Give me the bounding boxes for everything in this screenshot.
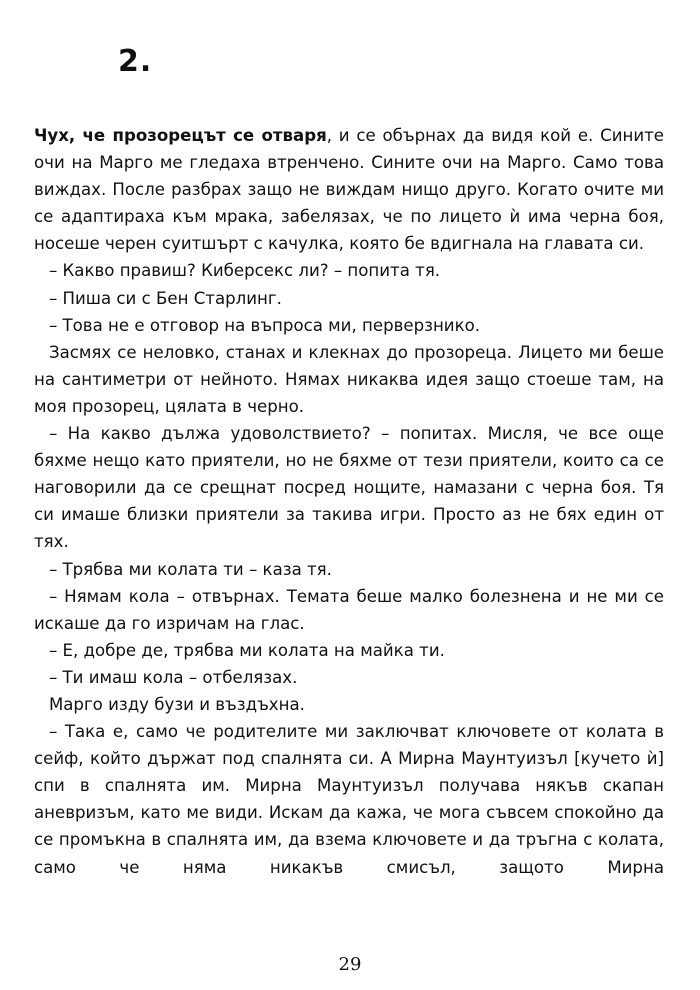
paragraph: – На какво дължа удоволствието? – попитах. Мисля, че все още бяхме нещо като приятели, но не бяхме от тези приятели, които са се наговорили да се срещнат посред нощите, намазани с черна боя. Тя си имаше близки приятели за такива игри. Просто аз не бях един от тях. [34, 424, 664, 552]
paragraph: – Трябва ми колата ти – каза тя. [48, 559, 332, 579]
paragraph: – Пиша си с Бен Старлинг. [48, 288, 282, 308]
paragraph: – Е, добре де, трябва ми колата на майка ти. [48, 640, 445, 660]
paragraph-lead: Чух, че прозорецът се отваря [34, 126, 327, 145]
paragraph: – Какво правиш? Киберсекс ли? – попита тя. [48, 261, 441, 281]
paragraph [34, 122, 664, 257]
page-number: 29 [338, 954, 362, 975]
paragraph: – Нямам кола – отвърнах. Темата беше малко болезнена и не ми се искаше да го изричам на глас. [34, 586, 664, 633]
chapter-number: 2. [118, 44, 153, 79]
paragraph: Засмях се неловко, станах и клекнах до прозореца. Лицето ми беше на сантиметри от нейното. Нямах никаква идея защо стоеше там, на моя прозорец, цялата в черно. [34, 342, 664, 416]
paragraph-text: , и се обърнах да видя кой е. Сините очи на Марго ме гледаха втренчено. Сините очи на Марго. Само това виждах. После разбрах защо не виждам нищо друго. Когато очите ми се адаптираха към мрака, забелязах, че по лицето ѝ има черна боя, носеше черен суитшърт с качулка, която бе вдигнала на главата си. [34, 126, 664, 254]
chapter-text [34, 122, 664, 881]
paragraph: Марго изду бузи и въздъхна. [48, 694, 305, 714]
paragraph: – Така е, само че родителите ми заключват ключовете от колата в сейф, който държат под спалнята си. А Мирна Маунтуизъл [кучето ѝ] спи в спалнята им. Мирна Маунтуизъл получава някъв скапан аневризъм, като ме види. Искам да кажа, че мога съвсем спокойно да се промъкна в спалнята им, да взема ключовете и да тръгна с колата, само че няма никакъв смисъл, защото Мирна [34, 722, 664, 877]
paragraph: – Ти имаш кола – отбелязах. [48, 667, 298, 687]
paragraph: – Това не е отговор на въпроса ми, перверзнико. [48, 315, 481, 335]
